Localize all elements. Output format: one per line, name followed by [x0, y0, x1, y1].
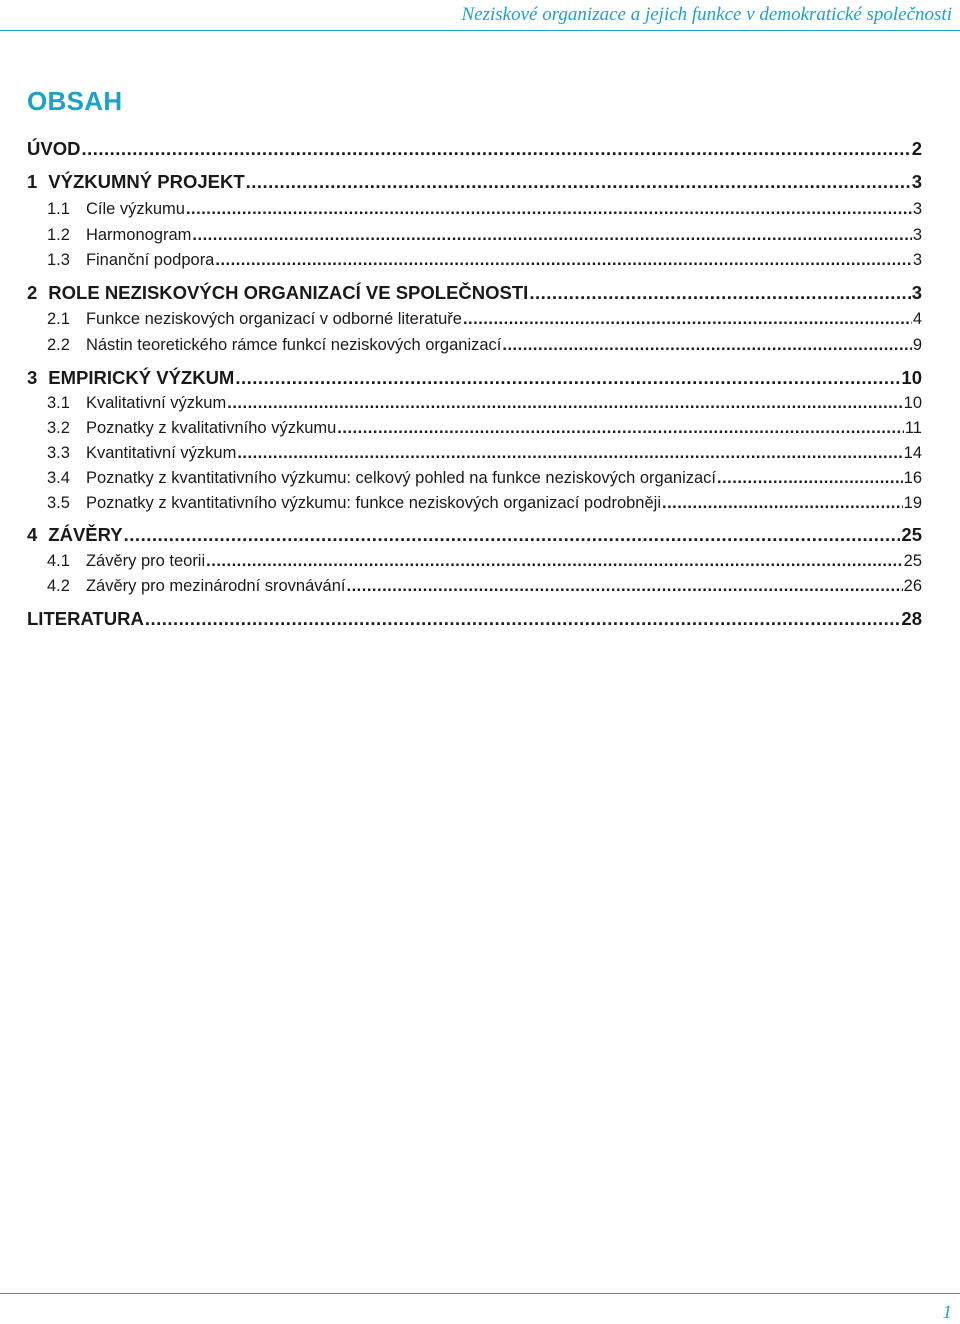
- toc-entry-text: EMPIRICKÝ VÝZKUM: [48, 367, 235, 388]
- toc-entry-number: 3.4: [47, 469, 70, 487]
- header-rule: [0, 30, 960, 31]
- toc-entry-page: 3: [912, 226, 922, 244]
- toc-entry-page: 26: [903, 577, 922, 595]
- toc-entry-page: 25: [901, 524, 922, 545]
- toc-entry-3-2[interactable]: [47, 419, 922, 438]
- footer-rule: [0, 1293, 960, 1294]
- toc-entry-number: 1: [27, 171, 38, 192]
- toc-entry-text: Funkce neziskových organizací v odborné literatuře: [85, 310, 462, 328]
- toc-entry-3-1[interactable]: [47, 394, 922, 413]
- toc-leader-dots: [227, 394, 902, 413]
- toc-leader-dots: [145, 608, 901, 630]
- toc-entry-number: 2: [27, 282, 38, 303]
- toc-entry-text: Kvalitativní výzkum: [85, 394, 227, 412]
- toc-entry-1[interactable]: [27, 171, 922, 193]
- toc-entry-text: Poznatky z kvalitativního výzkumu: [85, 419, 337, 437]
- toc-entry-number: 1.2: [47, 226, 70, 244]
- toc-leader-dots: [502, 336, 911, 355]
- toc-entry-3-4[interactable]: [47, 469, 922, 488]
- toc-leader-dots: [337, 419, 904, 438]
- toc-entry-3[interactable]: [27, 367, 922, 389]
- toc-entry-page: 9: [912, 336, 922, 354]
- toc-entry-text: Závěry pro teorii: [85, 552, 206, 570]
- toc-entry-3-5[interactable]: [47, 494, 922, 513]
- toc-entry-text: VÝZKUMNÝ PROJEKT: [48, 171, 245, 192]
- toc-leader-dots: [235, 367, 900, 389]
- toc-entry-literatura[interactable]: [27, 608, 922, 630]
- toc-entry-text: Poznatky z kvantitativního výzkumu: funkce neziskových organizací podrobněji: [85, 494, 661, 512]
- toc-entry-number: 1.1: [47, 200, 70, 218]
- toc-entry-number: 3: [27, 367, 38, 388]
- toc-entry-2-1[interactable]: [47, 310, 922, 329]
- toc-leader-dots: [717, 469, 903, 488]
- toc-entry-page: 4: [912, 310, 922, 328]
- toc-entry-2[interactable]: [27, 282, 922, 304]
- toc-entry-page: 16: [903, 469, 922, 487]
- toc-entry-1-3[interactable]: [47, 251, 922, 270]
- toc-entry-page: 28: [901, 608, 922, 629]
- toc-entry-text: Cíle výzkumu: [85, 200, 185, 218]
- toc-entry-2-2[interactable]: [47, 336, 922, 355]
- toc-entry-number: 3.2: [47, 419, 70, 437]
- toc-entry-page: 10: [903, 394, 922, 412]
- toc-entry-page: 3: [912, 251, 922, 269]
- toc-entry-text: ÚVOD: [27, 138, 81, 159]
- toc-leader-dots: [346, 577, 902, 596]
- toc-entry-4-1[interactable]: [47, 552, 922, 571]
- toc-entry-number: 4.2: [47, 577, 70, 595]
- toc-entry-page: 3: [911, 282, 922, 303]
- toc-entry-text: Kvantitativní výzkum: [85, 444, 237, 462]
- toc-entry-4[interactable]: [27, 524, 922, 546]
- toc-entry-page: 10: [901, 367, 922, 388]
- toc-entry-page: 19: [903, 494, 922, 512]
- toc-entry-number: 2.1: [47, 310, 70, 328]
- toc-entry-page: 3: [912, 200, 922, 218]
- toc-entry-4-2[interactable]: [47, 577, 922, 596]
- toc-entry-page: 2: [911, 138, 922, 159]
- toc-entry-number: 3.5: [47, 494, 70, 512]
- toc-entry-text: Závěry pro mezinárodní srovnávání: [85, 577, 346, 595]
- toc-entry-number: 1.3: [47, 251, 70, 269]
- toc-entry-number: 4: [27, 524, 38, 545]
- toc-leader-dots: [186, 200, 912, 219]
- toc-entry-text: ZÁVĚRY: [48, 524, 123, 545]
- toc-leader-dots: [237, 444, 902, 463]
- page-number: 1: [942, 1302, 952, 1323]
- toc-leader-dots: [246, 171, 911, 193]
- toc-entry-text: LITERATURA: [27, 608, 144, 629]
- toc-entry-3-3[interactable]: [47, 444, 922, 463]
- toc-entry-text: Nástin teoretického rámce funkcí neziskových organizací: [85, 336, 502, 354]
- toc-entry-page: 14: [903, 444, 922, 462]
- toc-title: OBSAH: [27, 86, 123, 116]
- toc-entry-number: 2.2: [47, 336, 70, 354]
- toc-entry-text: Finanční podpora: [85, 251, 215, 269]
- toc-entry-number: 3.1: [47, 394, 70, 412]
- toc-leader-dots: [662, 494, 903, 513]
- toc-leader-dots: [529, 282, 910, 304]
- toc-entry-number: 4.1: [47, 552, 70, 570]
- toc-entry-1-2[interactable]: [47, 226, 922, 245]
- toc-entry-page: 25: [903, 552, 922, 570]
- toc-leader-dots: [463, 310, 912, 329]
- toc-leader-dots: [81, 138, 910, 160]
- toc-leader-dots: [215, 251, 911, 270]
- toc-entry-number: 3.3: [47, 444, 70, 462]
- toc-leader-dots: [192, 226, 911, 245]
- toc-entry-page: 11: [904, 419, 922, 437]
- toc-entry-text: Poznatky z kvantitativního výzkumu: celkový pohled na funkce neziskových organizací: [85, 469, 717, 487]
- toc-entry-text: ROLE NEZISKOVÝCH ORGANIZACÍ VE SPOLEČNOSTI: [48, 282, 529, 303]
- toc-entry-page: 3: [911, 171, 922, 192]
- toc-entry-1-1[interactable]: [47, 200, 922, 219]
- running-header-title: Neziskové organizace a jejich funkce v demokratické společnosti: [461, 4, 952, 25]
- toc-entry-text: Harmonogram: [85, 226, 192, 244]
- toc-leader-dots: [206, 552, 902, 571]
- toc-entry-uvod[interactable]: [27, 138, 922, 160]
- toc-leader-dots: [124, 524, 901, 546]
